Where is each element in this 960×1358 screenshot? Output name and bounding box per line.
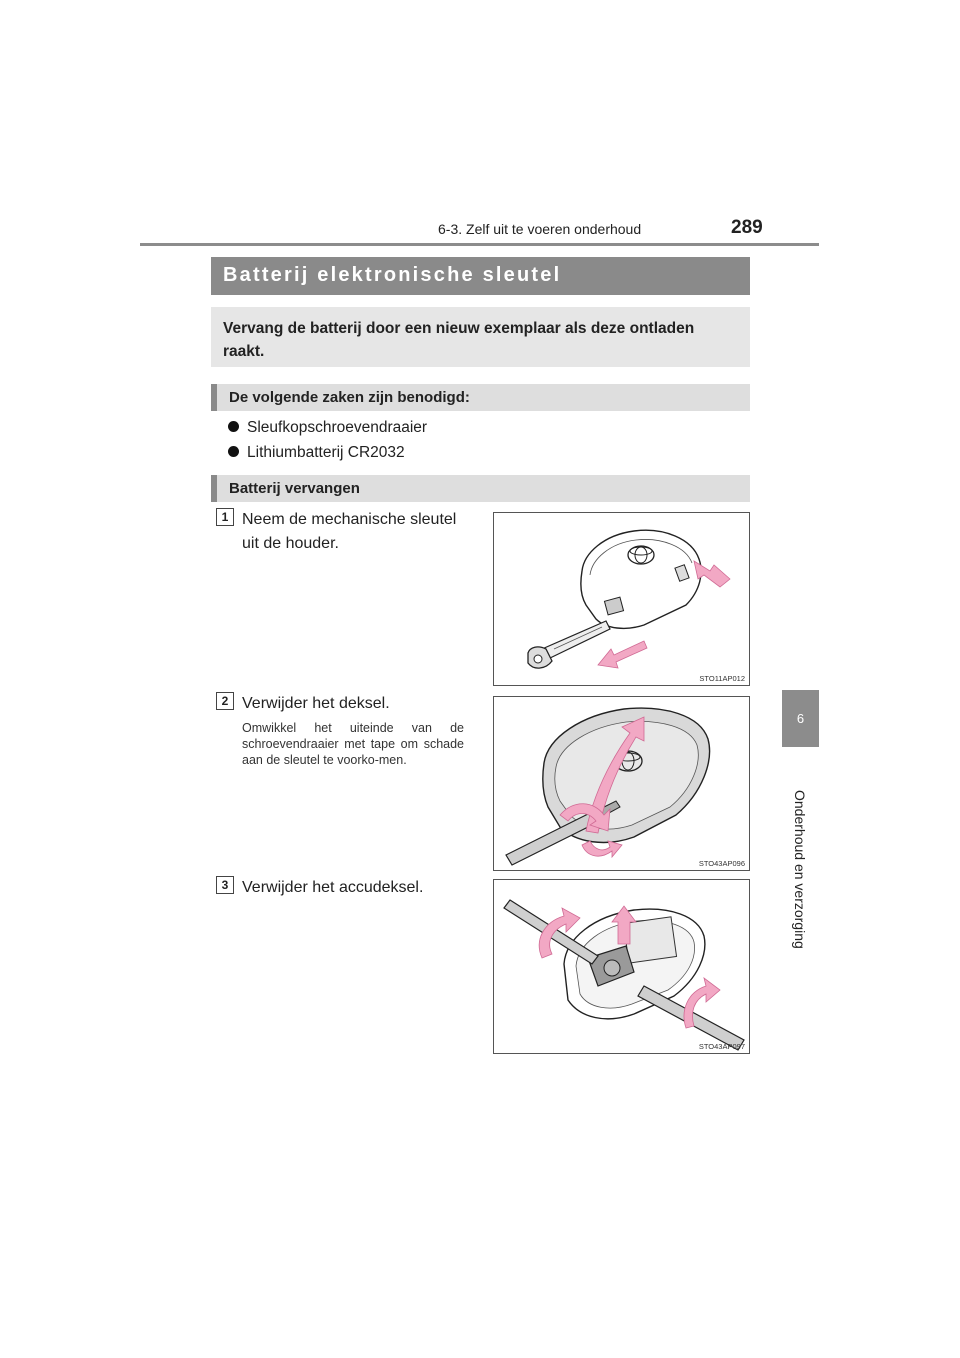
figure-code: STO43AP097 bbox=[698, 1042, 745, 1051]
figure-code: STO11AP012 bbox=[699, 674, 745, 683]
chapter-tab-title-text: Onderhoud en verzorging bbox=[792, 790, 808, 949]
step-1-text: Neem de mechanische sleutel uit de houder. bbox=[242, 511, 457, 552]
intro-box bbox=[211, 307, 750, 367]
intro-text: Vervang de batterij door een nieuw exemplaar als deze ontladen raakt. bbox=[223, 320, 695, 360]
bullet-icon bbox=[228, 446, 239, 457]
needed-item-text: Sleufkopschroevendraaier bbox=[247, 419, 428, 436]
step-number-3: 3 bbox=[216, 876, 234, 894]
needed-heading-bar bbox=[211, 384, 750, 411]
step-number-1: 1 bbox=[216, 508, 234, 526]
figure-remove-mechanical-key bbox=[493, 512, 750, 686]
figure-remove-battery-cover bbox=[493, 879, 750, 1054]
header-rule bbox=[140, 243, 819, 246]
needed-item-text: Lithiumbatterij CR2032 bbox=[247, 444, 405, 461]
step-number-2: 2 bbox=[216, 692, 234, 710]
needed-item bbox=[228, 444, 405, 462]
step-3-text: Verwijder het accudeksel. bbox=[242, 879, 424, 896]
needed-heading: De volgende zaken zijn benodigd: bbox=[229, 389, 470, 406]
section-title: Batterij elektronische sleutel bbox=[223, 264, 562, 286]
figure-remove-cover bbox=[493, 696, 750, 871]
page-number: 289 bbox=[731, 217, 763, 238]
step-2-note: Omwikkel het uiteinde van de schroevendraaier met tape om schade aan de sleutel te voorko-men. bbox=[242, 721, 464, 767]
step-2-text: Verwijder het deksel. bbox=[242, 695, 390, 712]
replace-heading-bar bbox=[211, 475, 750, 502]
bullet-icon bbox=[228, 421, 239, 432]
running-header-section: 6-3. Zelf uit te voeren onderhoud bbox=[438, 221, 642, 237]
needed-item bbox=[228, 419, 427, 437]
figure-code: STO43AP096 bbox=[698, 859, 745, 868]
chapter-tab-title bbox=[778, 790, 822, 1030]
section-title-bar bbox=[211, 257, 750, 295]
replace-heading: Batterij vervangen bbox=[229, 480, 360, 497]
chapter-tab-number: 6 bbox=[782, 690, 819, 747]
